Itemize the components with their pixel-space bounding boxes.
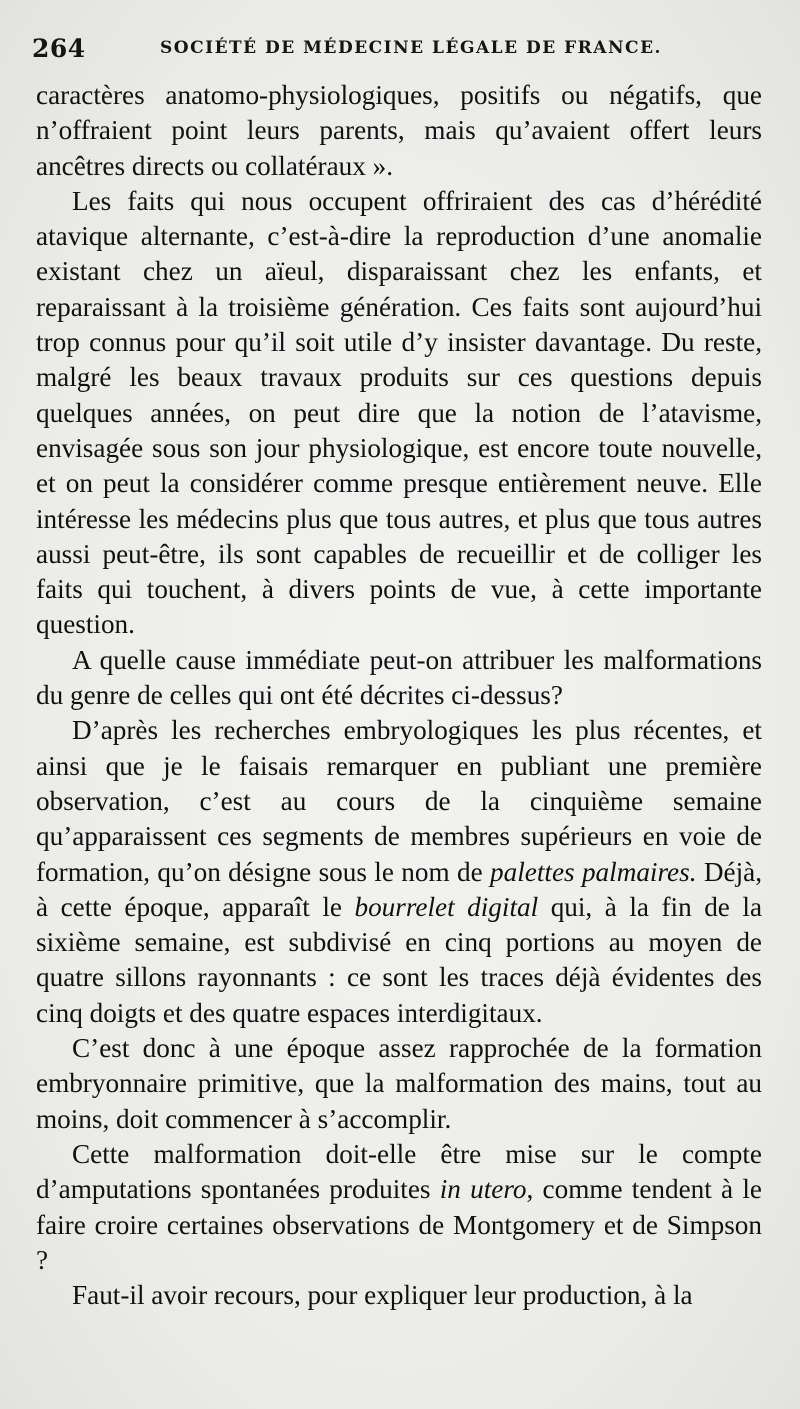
italic-text: palettes palmaires. [490,856,697,887]
italic-text: bourrelet digital [354,891,539,922]
running-head: SOCIÉTÉ DE MÉDECINE LÉGALE DE FRANCE. [160,38,662,58]
text-segment: qui, à la fin de la sixième semaine, est subdivisé en cinq portions au moyen de quatre sillons rayonnants : ce sont les traces déjà évidentes des cinq doigts et des quatre espaces interdigitaux. [36,891,763,1028]
text-segment: C’est donc à une époque assez rapprochée de la formation embryonnaire primitive, que la malformation des mains, tout au moins, doit commencer à s’accomplir. [36,1033,762,1134]
paragraph [36,184,762,643]
body-text [36,78,762,1313]
text-segment: , comme tendent à le faire croire certaines observations de Montgomery et de Simpson ? [36,1174,762,1275]
text-segment: Les faits qui nous occupent offriraient des cas d’hérédité atavique alternante, c’est-à-dire la reproduction d’une anomalie existant chez un aïeul, disparaissant chez les enfants, et reparaissant à la troisième génération. Ces faits sont aujourd’hui trop connus pour qu’il soit utile d’y insister davantage. Du reste, malgré les beaux travaux produits sur ces questions depuis quelques années, on peut dire que la notion de l’atavisme, envisagée sous son jour physiologique, est encore toute nouvelle, et on peut la considérer comme presque entièrement neuve. Elle intéresse les médecins plus que tous autres, et plus que tous autres aussi peut-être, ils sont capables de recueillir et de colliger les faits qui touchent, à divers points de vue, à cette importante question. [36,185,762,640]
text-segment: Faut-il avoir recours, pour expliquer leur production, à la [72,1280,693,1311]
paragraph [36,78,762,184]
text-segment: Déjà, à cette époque, apparaît le [36,856,762,922]
text-segment: D’après les recherches embryologiques les plus récentes, et ainsi que je le faisais remarquer en publiant une première observation, c’est au cours de la cinquième semaine qu’apparaissent ces segments de membres supérieurs en voie de formation, qu’on désigne sous le nom de [36,715,762,887]
text-segment: caractères anatomo-physiologiques, positifs ou négatifs, que n’offraient point leurs parents, mais qu’avaient offert leurs ancêtres directs ou collatéraux ». [36,80,762,181]
paragraph [36,1137,762,1278]
page-number: 264 [32,34,86,63]
page-header [32,34,772,74]
paragraph [36,713,762,1031]
italic-text: in utero [439,1174,527,1205]
text-segment: A quelle cause immédiate peut-on attribuer les malformations du genre de celles qui ont été décrites ci-dessus? [36,644,762,711]
text-segment: Cette malformation doit-elle être mise sur le compte d’amputations spontanées produites [36,1138,762,1205]
paragraph [36,1031,762,1137]
paragraph [36,1278,762,1313]
paragraph [36,643,762,714]
